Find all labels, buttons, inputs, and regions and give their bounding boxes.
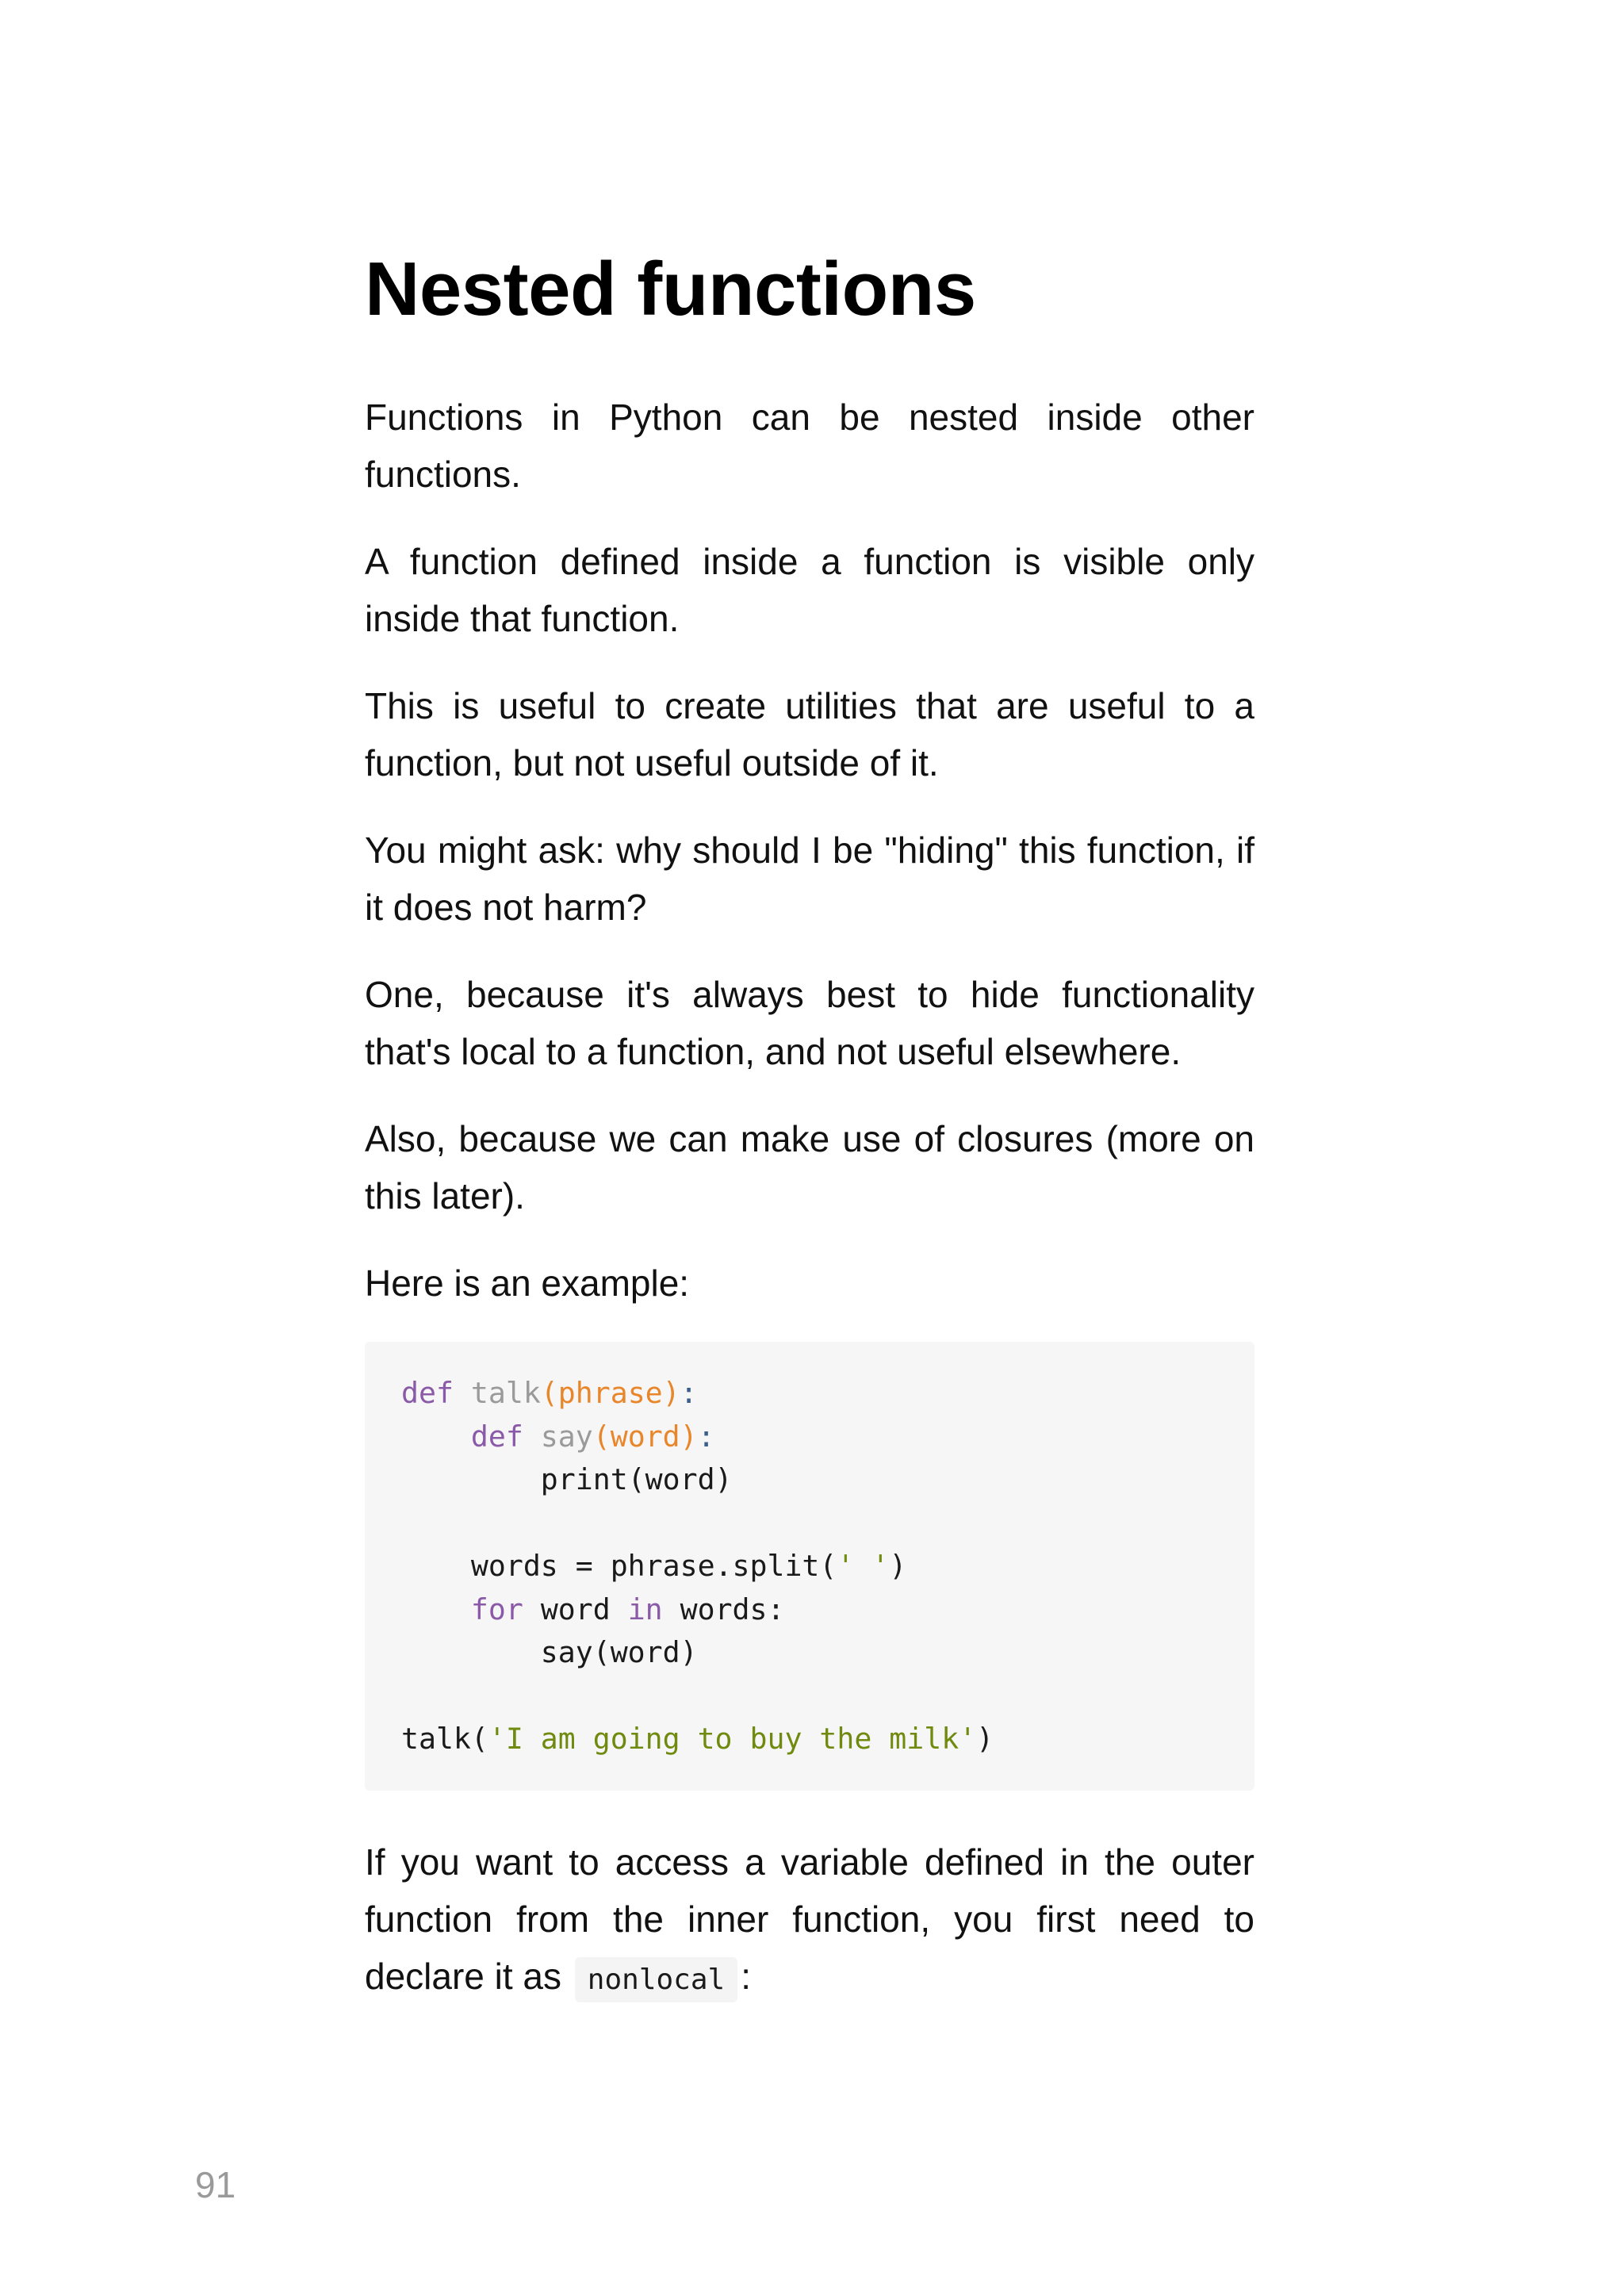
code-line — [401, 1588, 1218, 1632]
paragraph-nested-intro: Functions in Python can be nested inside other functions. — [365, 397, 1254, 495]
code-line — [401, 1372, 1218, 1416]
page-title: Nested functions — [365, 247, 976, 331]
code-line — [401, 1545, 1218, 1588]
page-number: 91 — [195, 2164, 236, 2205]
paragraph-utilities: This is useful to create utilities that are useful to a function, but not useful outside of it. — [365, 685, 1254, 784]
code-text: words = phrase.split( — [401, 1549, 837, 1583]
code-indent — [401, 1420, 471, 1454]
paragraph-nonlocal — [365, 1833, 1254, 2009]
inline-code-nonlocal: nonlocal — [575, 1957, 737, 2002]
code-indent — [401, 1592, 471, 1626]
code-function-name: say — [540, 1419, 593, 1454]
code-colon: : — [680, 1376, 698, 1410]
code-text: talk( — [401, 1722, 488, 1756]
paragraph-text: If you want to access a variable defined in the outer function from the inner function, you first need to declare it as — [365, 1841, 1254, 1997]
paragraph-visibility: A function defined inside a function is visible only inside that function. — [365, 541, 1254, 639]
code-function-name: talk — [470, 1376, 541, 1410]
code-line — [401, 1416, 1218, 1459]
paragraph-text: : — [741, 1956, 751, 1997]
code-line — [401, 1718, 1218, 1761]
code-keyword: def — [401, 1376, 454, 1410]
code-params: (word) — [592, 1419, 698, 1454]
code-text: ) — [889, 1549, 907, 1583]
code-block — [365, 1342, 1254, 1791]
code-line: print(word) — [401, 1462, 733, 1496]
code-text: word — [523, 1592, 628, 1626]
code-params: (phrase) — [540, 1376, 680, 1410]
code-text: ) — [976, 1722, 994, 1756]
code-keyword: def — [470, 1419, 523, 1454]
code-line-blank — [401, 1502, 1218, 1546]
code-string: 'I am going to buy the milk' — [488, 1722, 977, 1756]
paragraph-question: You might ask: why should I be "hiding" this function, if it does not harm? — [365, 829, 1254, 928]
code-text: words: — [662, 1592, 785, 1626]
paragraph-example-intro: Here is an example: — [365, 1262, 690, 1304]
code-keyword: in — [627, 1592, 663, 1626]
code-string: ' ' — [837, 1549, 890, 1583]
paragraph-closures: Also, because we can make use of closures (more on this later). — [365, 1118, 1254, 1216]
code-colon: : — [697, 1419, 715, 1454]
paragraph-reason-one: One, because it's always best to hide functionality that's local to a function, and not useful elsewhere. — [365, 974, 1254, 1072]
code-line-blank — [401, 1675, 1218, 1718]
code-line: say(word) — [401, 1635, 698, 1669]
code-keyword: for — [470, 1592, 523, 1626]
page-content — [365, 238, 1254, 2009]
